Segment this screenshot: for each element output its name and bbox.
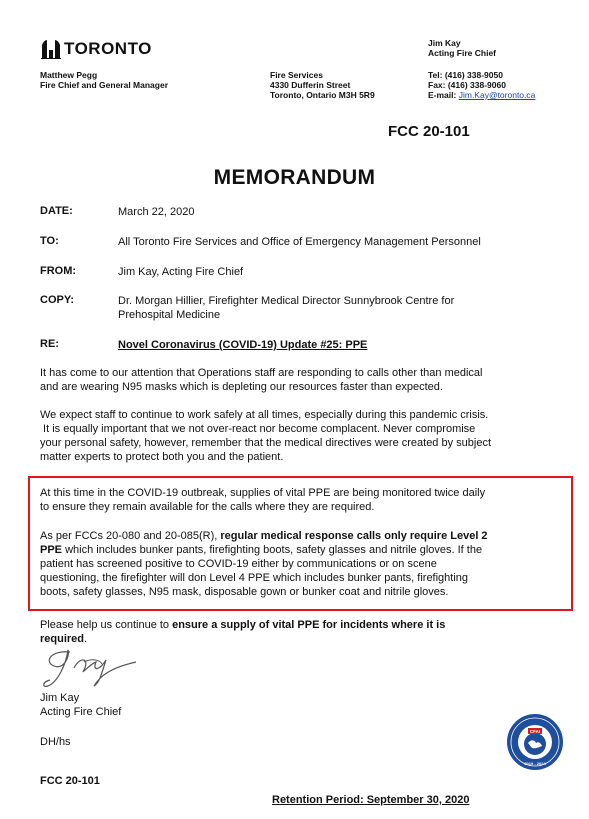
seal-years: 2019 - 2024	[524, 761, 546, 766]
initials: DH/hs	[40, 736, 71, 748]
address-block	[270, 70, 375, 100]
box-p2-line-1	[40, 529, 488, 543]
doc-number: FCC 20-101	[388, 123, 470, 140]
page-title: MEMORANDUM	[213, 166, 376, 189]
box-p1-line-2: to ensure they remain available for the calls where they are required.	[40, 501, 375, 513]
box-p2-bold-b: PPE	[40, 544, 63, 556]
top-right-name: Jim Kay	[428, 38, 461, 48]
left-name: Matthew Pegg	[40, 70, 98, 80]
copy-line-2: Prehospital Medicine	[118, 309, 221, 321]
box-p2-line-5: boots, safety glasses, N95 mask, disposable gown or bunker coat and nitrile gloves.	[40, 586, 449, 598]
fax-line: Fax: (416) 338-9060	[428, 80, 506, 90]
p3-line-1	[40, 618, 445, 632]
re-value: Novel Coronavirus (COVID-19) Update #25: PPE	[118, 339, 368, 351]
seal-center-text: CFAI	[529, 729, 541, 734]
copy-label: COPY:	[40, 294, 75, 306]
box-p2-line-2	[40, 543, 488, 557]
email-label: E-mail:	[428, 90, 457, 100]
from-label: FROM:	[40, 265, 77, 277]
tel-line: Tel: (416) 338-9050	[428, 70, 503, 80]
box-p2-line-3: patient has screened positive to COVID-19 either by communications or on scene	[40, 558, 437, 570]
logo-wordmark: TORONTO	[64, 39, 152, 58]
p1-line-1: It has come to our attention that Operations staff are responding to calls other than medical	[40, 367, 483, 379]
p2-line-4: matter experts to protect both you and the patient.	[40, 451, 284, 463]
top-right-title: Acting Fire Chief	[428, 48, 497, 58]
p3-period: .	[84, 633, 88, 645]
box-p1-line-1: At this time in the COVID-19 outbreak, supplies of vital PPE are being monitored twice daily	[40, 487, 486, 499]
toronto-logo	[40, 38, 170, 60]
p3-bold-2: required	[40, 633, 85, 645]
address-line-3: Toronto, Ontario M3H 5R9	[270, 90, 375, 100]
city-hall-icon	[40, 39, 62, 59]
accreditation-seal-icon	[506, 713, 564, 771]
fire-chief-block	[40, 70, 168, 90]
p2-line-3: your personal safety, however, remember that the medical directives were created by subject	[40, 437, 492, 449]
acting-chief-block	[428, 38, 496, 58]
p2-line-1: We expect staff to continue to work safely at all times, especially during this pandemic crisis.	[40, 409, 489, 421]
footer-doc-number: FCC 20-101	[40, 775, 100, 787]
box-paragraph-1	[40, 486, 485, 514]
signature-name: Jim Kay	[40, 692, 80, 704]
address-line-2: 4330 Dufferin Street	[270, 80, 351, 90]
paragraph-1	[40, 366, 483, 394]
p2-line-2: It is equally important that we not over-react nor become complacent. Never compromise	[40, 423, 476, 435]
box-p2-text-b: which includes bunker pants, firefighting boots, safety glasses and nitrile gloves. If the	[62, 544, 483, 556]
box-p2-line-4: questioning, the firefighter will don Level 4 PPE which includes bunker pants, firefighting	[40, 572, 469, 584]
email-link[interactable]: Jim.Kay@toronto.ca	[458, 90, 536, 100]
paragraph-2	[40, 408, 491, 464]
signature-block	[40, 691, 121, 719]
to-value: All Toronto Fire Services and Office of Emergency Management Personnel	[118, 236, 481, 248]
p1-line-2: and are wearing N95 masks which is depleting our resources faster than expected.	[40, 381, 443, 393]
date-label: DATE:	[40, 205, 73, 217]
email-line	[428, 90, 535, 100]
contact-block	[428, 70, 535, 100]
box-paragraph-2	[40, 529, 488, 599]
address-line-1: Fire Services	[270, 70, 323, 80]
to-label: TO:	[40, 235, 59, 247]
copy-line-1: Dr. Morgan Hillier, Firefighter Medical Director Sunnybrook Centre for	[118, 295, 455, 307]
copy-value	[118, 294, 454, 322]
p3-text: Please help us continue to	[40, 619, 173, 631]
date-value: March 22, 2020	[118, 206, 195, 218]
left-title: Fire Chief and General Manager	[40, 80, 169, 90]
handwritten-signature	[40, 642, 140, 690]
box-p2-text-a: As per FCCs 20-080 and 20-085(R),	[40, 530, 221, 542]
from-value: Jim Kay, Acting Fire Chief	[118, 266, 244, 278]
signature-title: Acting Fire Chief	[40, 706, 122, 718]
retention-period: Retention Period: September 30, 2020	[272, 794, 470, 806]
box-p2-bold-a: regular medical response calls only require Level 2	[220, 530, 488, 542]
p3-bold: ensure a supply of vital PPE for incidents where it is	[172, 619, 446, 631]
re-label: RE:	[40, 338, 59, 350]
